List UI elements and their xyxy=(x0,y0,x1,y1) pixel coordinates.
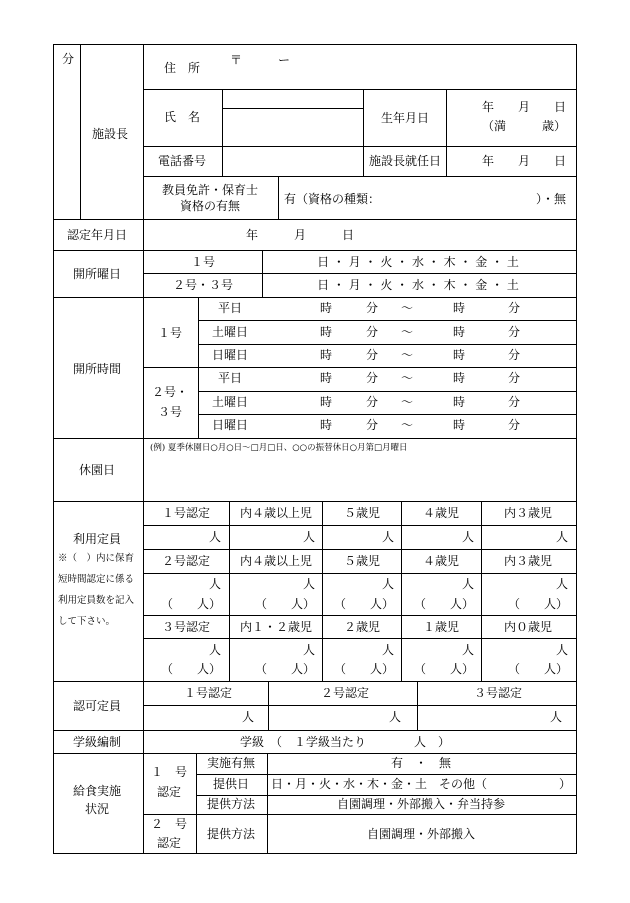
hours-tilde: ～ xyxy=(400,371,414,385)
birth-label: 生年月日 xyxy=(380,111,430,125)
capacity-short-unit: （ 人） xyxy=(333,662,394,676)
capacity-unit: 人 xyxy=(302,530,315,544)
opening-days-type-1: １号 xyxy=(190,255,216,269)
hours-day-label: 平日 xyxy=(217,301,243,315)
grid-line-v xyxy=(196,753,197,854)
address-label: 住 所 xyxy=(163,61,201,75)
hours-start-minute: 分 xyxy=(365,395,379,409)
capacity-header: ２歳児 xyxy=(343,620,381,634)
grid-line-h xyxy=(196,774,576,775)
grid-line-h xyxy=(143,176,576,177)
class-label: 学級編制 xyxy=(72,735,122,749)
opening-hours-label: 開所時間 xyxy=(72,362,122,376)
grid-line-h xyxy=(143,573,576,574)
grid-line-v xyxy=(268,681,269,730)
director-label: 施設長 xyxy=(91,127,129,141)
capacity-unit: 人 xyxy=(461,530,474,544)
hours-day-label: 日曜日 xyxy=(211,348,249,362)
capacity-note: ※（ ）内に保育短時間認定に係る利用定員数を記入して下さい。 xyxy=(58,553,135,627)
grid-line-h xyxy=(143,615,576,616)
opening-days-type-2: ２号・３号 xyxy=(172,278,234,292)
capacity-short-unit: （ 人） xyxy=(413,597,474,611)
capacity-header: 内４歳以上児 xyxy=(239,506,313,520)
grid-line-h xyxy=(143,814,576,815)
capacity-unit: 人 xyxy=(381,530,394,544)
capacity-unit: 人 xyxy=(208,530,221,544)
class-value: 学級 （ １学級当たり 人 ） xyxy=(239,735,451,749)
hours-start-hour: 時 xyxy=(319,301,333,315)
meals-day-label: 提供日 xyxy=(212,777,250,791)
capacity-unit: 人 xyxy=(302,577,315,591)
hours-tilde: ～ xyxy=(400,418,414,432)
appointed-label: 施設長就任日 xyxy=(368,154,442,168)
grid-line-h xyxy=(54,681,576,682)
hours-start-minute: 分 xyxy=(365,301,379,315)
grid-line-v xyxy=(278,176,279,219)
capacity-header: ５歳児 xyxy=(343,506,381,520)
hours-end-hour: 時 xyxy=(452,395,466,409)
capacity-unit: 人 xyxy=(381,577,394,591)
hours-start-minute: 分 xyxy=(365,325,379,339)
meals-method-value-2: 自園調理・外部搬入 xyxy=(366,827,476,841)
capacity-unit: 人 xyxy=(555,643,568,657)
hours-day-label: 平日 xyxy=(217,371,243,385)
certification-label: 認定年月日 xyxy=(66,228,128,242)
opening-hours-group-2b: ３号 xyxy=(157,405,183,419)
opening-hours-group-1: １号 xyxy=(157,326,183,340)
capacity-unit: 人 xyxy=(302,643,315,657)
meals-impl-label: 実施有無 xyxy=(206,756,256,770)
grid-line-h xyxy=(54,250,576,251)
capacity-unit: 人 xyxy=(208,577,221,591)
capacity-header: ４歳児 xyxy=(422,554,460,568)
grid-line-h xyxy=(198,320,576,321)
hours-day-label: 土曜日 xyxy=(211,325,249,339)
age-value: （満 歳） xyxy=(481,119,566,133)
grid-line-v xyxy=(229,501,230,681)
capacity-header: 内４歳以上児 xyxy=(239,554,313,568)
hours-start-hour: 時 xyxy=(319,348,333,362)
hours-end-hour: 時 xyxy=(452,348,466,362)
capacity-unit: 人 xyxy=(461,577,474,591)
hours-start-hour: 時 xyxy=(319,418,333,432)
grid-line-h xyxy=(196,795,576,796)
capacity-short-unit: （ 人） xyxy=(160,662,221,676)
hours-end-minute: 分 xyxy=(507,395,521,409)
capacity-header: 内３歳児 xyxy=(503,554,553,568)
capacity-short-unit: （ 人） xyxy=(507,597,568,611)
grid-line-v xyxy=(363,89,364,176)
grid-line-v xyxy=(322,501,323,681)
capacity-header: ３号認定 xyxy=(161,620,211,634)
hours-end-minute: 分 xyxy=(507,325,521,339)
hours-start-minute: 分 xyxy=(365,348,379,362)
grid-line-v xyxy=(446,89,447,176)
hours-end-hour: 時 xyxy=(452,301,466,315)
grid-line-h xyxy=(54,753,576,754)
hours-start-minute: 分 xyxy=(365,371,379,385)
license-label-1: 教員免許・保育士 xyxy=(161,183,259,197)
grid-line-v xyxy=(481,501,482,681)
meals-method-value-1: 自園調理・外部搬入・弁当持参 xyxy=(336,797,506,811)
meals-label-2: 状況 xyxy=(84,802,110,816)
license-label-2: 資格の有無 xyxy=(179,199,241,213)
opening-hours-group-2a: ２号・ xyxy=(151,385,189,399)
holidays-label: 休園日 xyxy=(78,463,116,477)
appointed-value: 年 月 日 xyxy=(481,154,566,168)
capacity-short-unit: （ 人） xyxy=(413,662,474,676)
license-value-left: 有（資格の種類： xyxy=(284,192,381,206)
capacity-unit: 人 xyxy=(461,643,474,657)
hours-end-minute: 分 xyxy=(507,371,521,385)
grid-line-h xyxy=(143,525,576,526)
hours-tilde: ～ xyxy=(400,301,414,315)
meals-impl-value: 有 ・ 無 xyxy=(390,756,452,770)
name-label: 氏 名 xyxy=(163,110,201,124)
grid-line-h xyxy=(54,438,576,439)
license-value-right: ）・無 xyxy=(535,192,566,206)
grid-line-h xyxy=(143,273,576,274)
section-mark: 分 xyxy=(62,52,75,66)
hours-start-hour: 時 xyxy=(319,371,333,385)
capacity-header: 内３歳児 xyxy=(503,506,553,520)
capacity-unit: 人 xyxy=(555,577,568,591)
hours-end-hour: 時 xyxy=(452,418,466,432)
grid-line-v xyxy=(222,89,223,176)
grid-line-h xyxy=(54,297,576,298)
meals-group1-a: １ 号 xyxy=(150,765,188,779)
capacity-short-unit: （ 人） xyxy=(160,597,221,611)
capacity-short-unit: （ 人） xyxy=(507,662,568,676)
meals-method-label-2: 提供方法 xyxy=(206,827,256,841)
grid-line-h xyxy=(54,730,576,731)
opening-days-label: 開所曜日 xyxy=(72,267,122,281)
grid-line-v xyxy=(80,44,81,219)
grid-line-h xyxy=(143,367,576,368)
grid-line-h xyxy=(198,391,576,392)
capacity-unit: 人 xyxy=(555,530,568,544)
capacity-label: 利用定員 xyxy=(72,532,122,546)
hours-end-hour: 時 xyxy=(452,371,466,385)
meals-group2-b: 認定 xyxy=(156,836,182,850)
meals-group2-a: ２ 号 xyxy=(150,817,188,831)
capacity-short-unit: （ 人） xyxy=(254,662,315,676)
address-value: 〒 ー xyxy=(230,53,291,67)
approved-unit-3: 人 xyxy=(549,710,562,724)
meals-group1-b: 認定 xyxy=(156,785,182,799)
hours-start-hour: 時 xyxy=(319,395,333,409)
opening-days-list-2: 日 ・ 月 ・ 火 ・ 水 ・ 木 ・ 金 ・ 土 xyxy=(317,278,519,292)
hours-start-minute: 分 xyxy=(365,418,379,432)
approved-unit-1: 人 xyxy=(241,710,254,724)
grid-line-v xyxy=(401,501,402,681)
hours-end-hour: 時 xyxy=(452,325,466,339)
grid-line-h xyxy=(143,549,576,550)
grid-line-h xyxy=(54,219,576,220)
grid-line-h xyxy=(143,638,576,639)
grid-line-h xyxy=(198,344,576,345)
certification-value: 年 月 日 xyxy=(245,228,355,242)
capacity-short-unit: （ 人） xyxy=(254,597,315,611)
capacity-unit: 人 xyxy=(208,643,221,657)
approved-header-1: １号認定 xyxy=(183,686,233,700)
approved-header-2: ２号認定 xyxy=(320,686,370,700)
meals-method-label-1: 提供方法 xyxy=(206,797,256,811)
grid-line-h xyxy=(143,705,576,706)
approved-unit-2: 人 xyxy=(388,710,401,724)
meals-label-1: 給食実施 xyxy=(72,784,122,798)
grid-line-v xyxy=(267,753,268,854)
capacity-unit: 人 xyxy=(381,643,394,657)
grid-line-v xyxy=(143,44,144,854)
hours-end-minute: 分 xyxy=(507,418,521,432)
capacity-short-unit: （ 人） xyxy=(333,597,394,611)
capacity-header: 内１・２歳児 xyxy=(239,620,313,634)
grid-line-v xyxy=(417,681,418,730)
grid-line-h xyxy=(143,146,576,147)
hours-day-label: 土曜日 xyxy=(211,395,249,409)
holidays-example: (例) 夏季休園日○月○日～□月□日、○○の振替休日○月第□月曜日 xyxy=(150,443,408,453)
hours-tilde: ～ xyxy=(400,325,414,339)
capacity-header: ５歳児 xyxy=(343,554,381,568)
meals-day-value: 日・月・火・水・木・金・土 その他（ ） xyxy=(270,777,572,791)
capacity-header: １歳児 xyxy=(422,620,460,634)
grid-line-h xyxy=(223,108,363,109)
hours-day-label: 日曜日 xyxy=(211,418,249,432)
grid-line-h xyxy=(143,89,576,90)
birth-value: 年 月 日 xyxy=(481,100,566,114)
capacity-header: ２号認定 xyxy=(161,554,211,568)
capacity-header: １号認定 xyxy=(161,506,211,520)
capacity-header: ４歳児 xyxy=(422,506,460,520)
hours-end-minute: 分 xyxy=(507,348,521,362)
opening-days-list-1: 日 ・ 月 ・ 火 ・ 水 ・ 木 ・ 金 ・ 土 xyxy=(317,255,519,269)
approved-label: 認可定員 xyxy=(72,699,122,713)
hours-tilde: ～ xyxy=(400,348,414,362)
hours-tilde: ～ xyxy=(400,395,414,409)
phone-label: 電話番号 xyxy=(157,154,207,168)
approved-header-3: ３号認定 xyxy=(473,686,523,700)
hours-start-hour: 時 xyxy=(319,325,333,339)
capacity-header: 内０歳児 xyxy=(503,620,553,634)
grid-line-h xyxy=(54,501,576,502)
hours-end-minute: 分 xyxy=(507,301,521,315)
grid-line-h xyxy=(198,414,576,415)
